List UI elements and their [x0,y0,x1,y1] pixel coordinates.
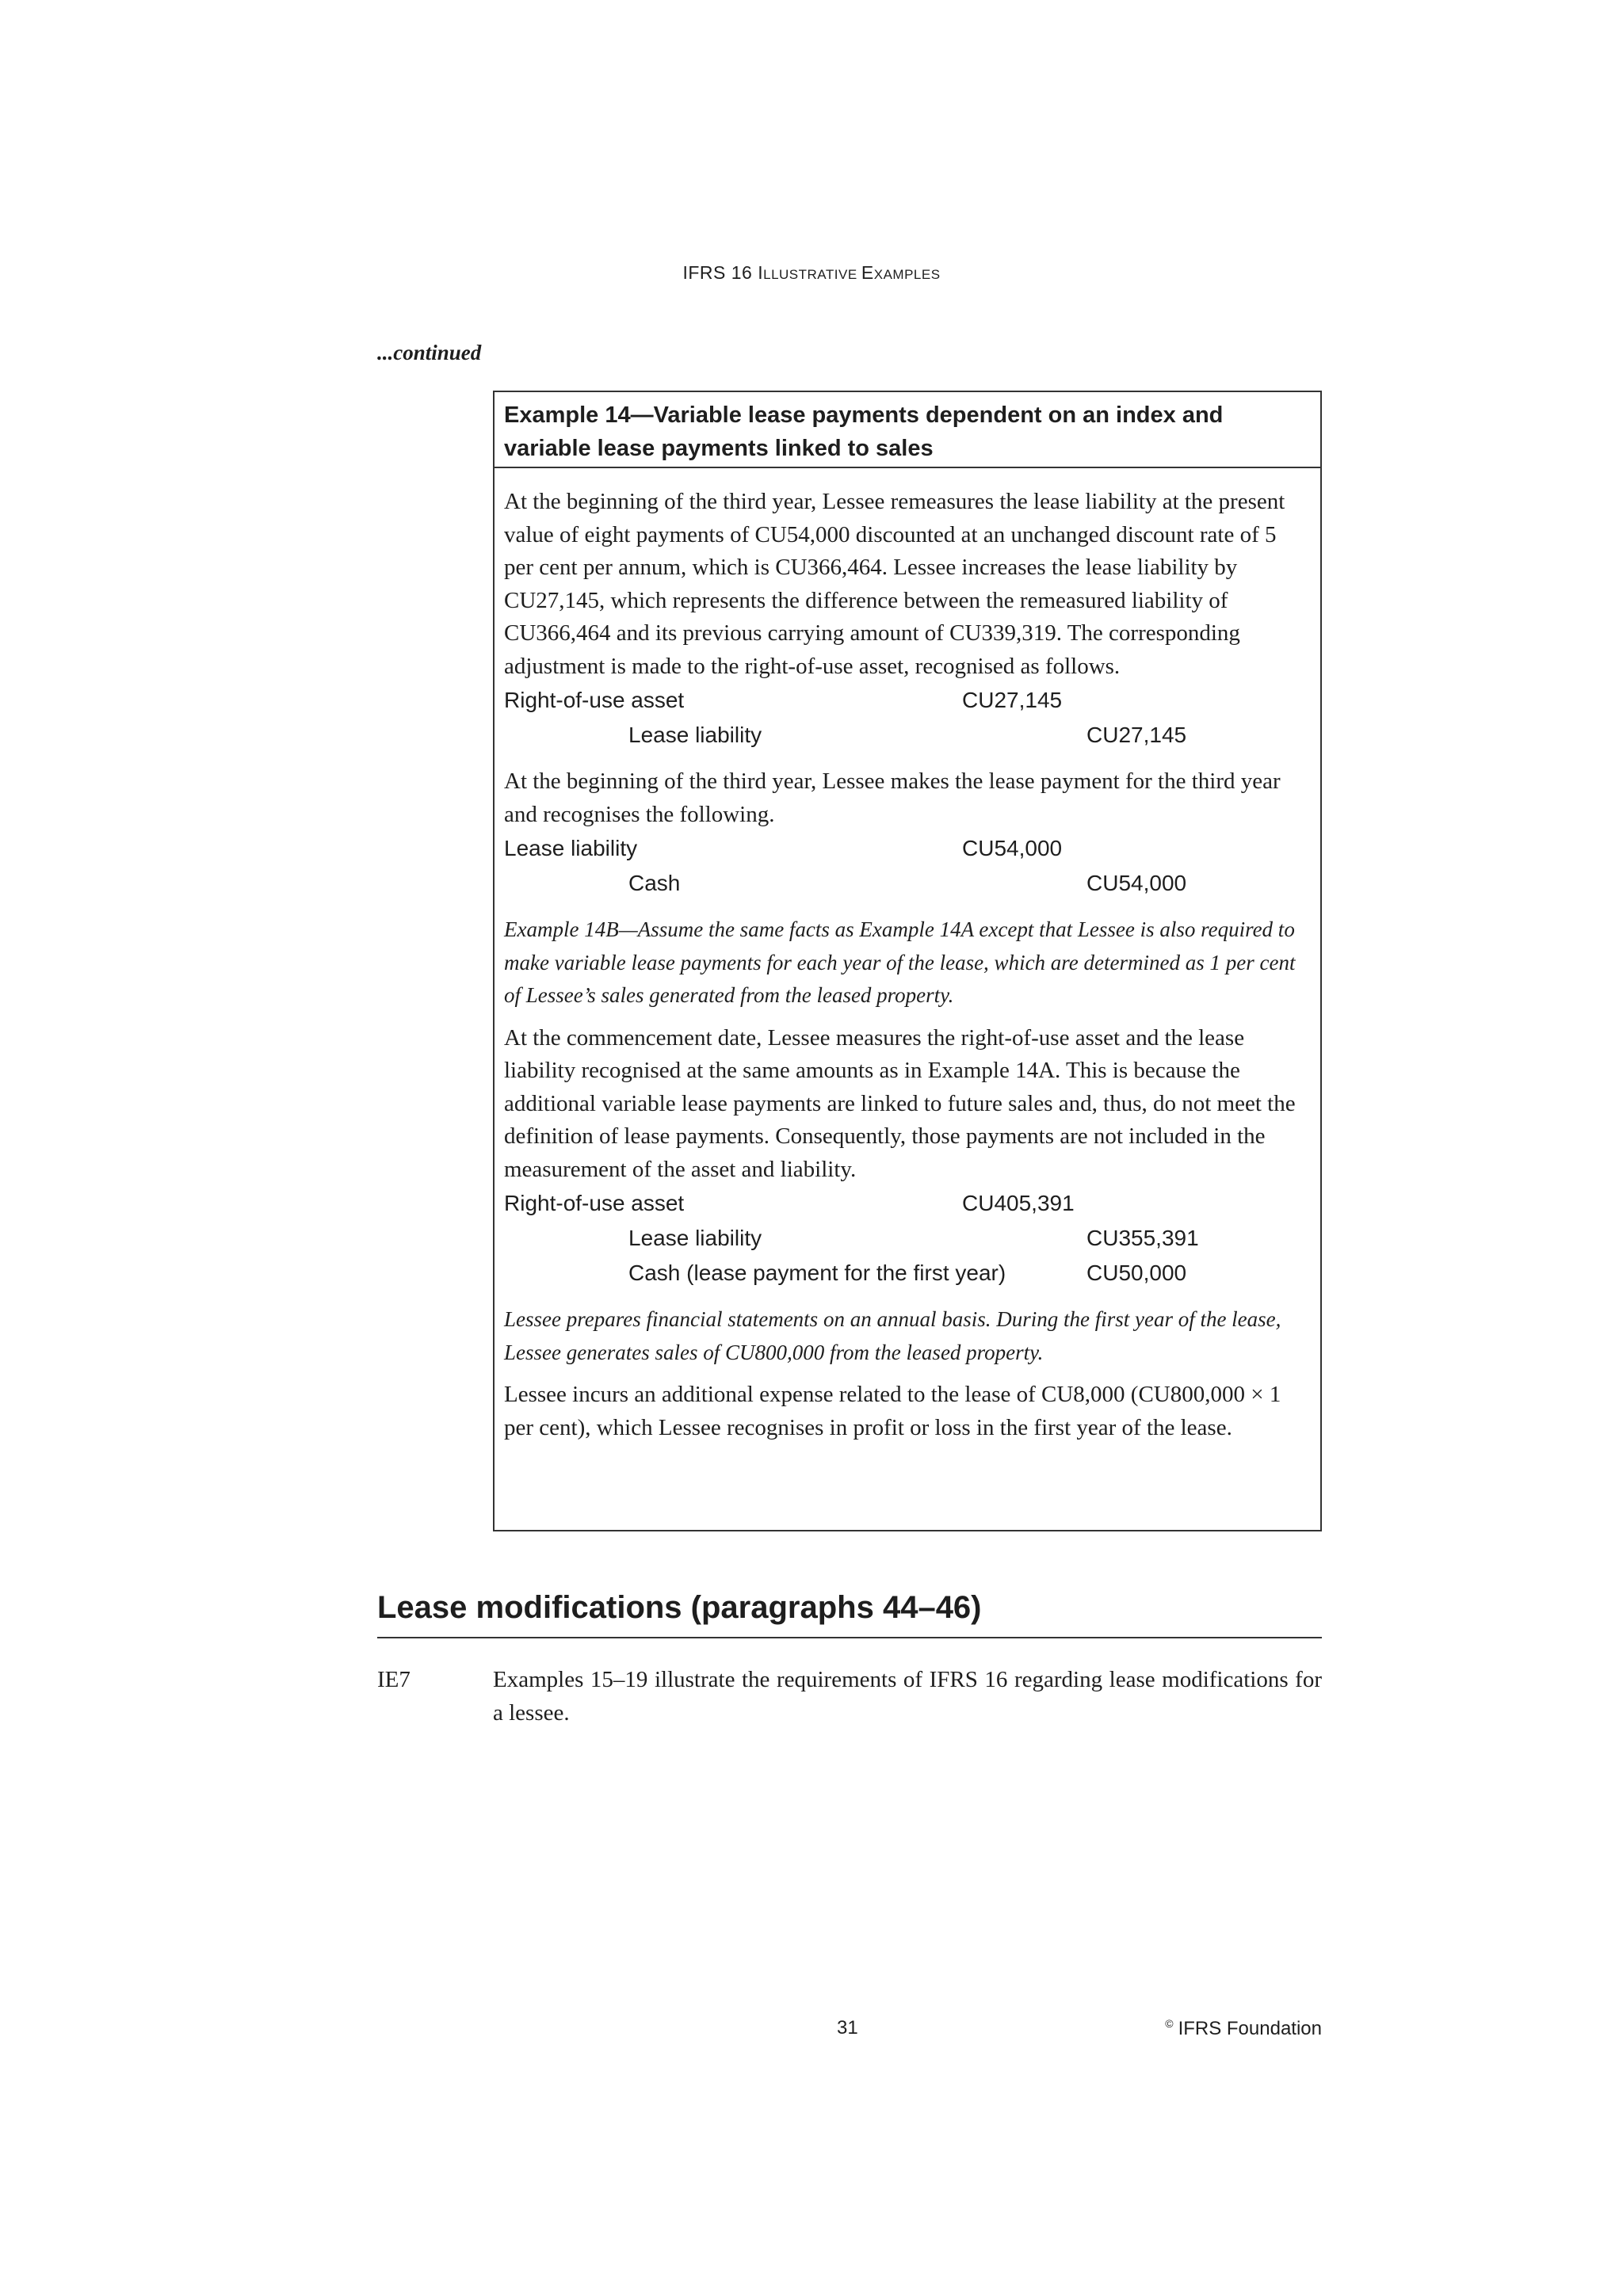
section-heading: Lease modifications (paragraphs 44–46) [377,1585,1322,1638]
example-title: Example 14—Variable lease payments dependent on an index and variable lease payments linked to sales [495,392,1320,468]
paragraph-commencement: At the commencement date, Lessee measures the right-of-use asset and the lease liability recognised at the same amounts as in Example 14A. This is because the additional variable lease payments are linked to future sales and, thus, do not meet the definition of lease payments. Consequently, those payments are not included in the measurement of the asset and liability. [504,1024,1296,1182]
note-annual-basis: Lessee prepares financial statements on an annual basis. During the first year of the lease, Lessee generates sales of CU800,000 from the leased property. [504,1307,1281,1364]
entry-credit-amount: CU27,145 [1086,723,1187,747]
paragraph-third-year-payment: At the beginning of the third year, Lessee makes the lease payment for the third year and recognises the following. [504,769,1281,827]
journal-entries-remeasurement [504,683,1311,753]
copyright-symbol: © [1165,2017,1174,2030]
entry-account: Right-of-use asset [504,1191,685,1215]
paragraph-additional-expense: Lessee incurs an additional expense related to the lease of CU8,000 (CU800,000 × 1 per cent), which Lessee recognises in profit or loss in the first year of the lease. [504,1382,1281,1440]
note-example-14b: Example 14B—Assume the same facts as Example 14A except that Lessee is also required to make variable lease payments for each year of the lease, which are determined as 1 per cent of Lessee’s sales generated from the leased property. [504,917,1296,1007]
entry-account: Right-of-use asset [504,688,685,712]
journal-entry-credit [504,718,1311,753]
entry-credit-amount: CU50,000 [1086,1261,1187,1285]
example-body [495,468,1320,1444]
journal-entries-third-year-payment [504,831,1311,901]
entry-account: Cash [628,871,681,895]
page-number: 31 [837,2017,858,2039]
entry-debit-amount: CU54,000 [962,836,1063,860]
entry-debit-amount: CU405,391 [962,1191,1075,1215]
journal-entries-commencement [504,1186,1311,1291]
journal-entry-credit [504,1256,1311,1291]
running-header [0,262,1623,284]
entry-debit-amount: CU27,145 [962,688,1063,712]
entry-credit-amount: CU54,000 [1086,871,1187,895]
header-prefix: IFRS 16 [682,262,758,283]
journal-entry-debit [504,1186,1311,1221]
header-smallcaps-examples: XAMPLES [873,267,941,282]
journal-entry-credit [504,1221,1311,1256]
journal-entry-debit [504,831,1311,866]
entry-account: Lease liability [504,836,638,860]
paragraph-ie7-text: Examples 15–19 illustrate the requirements of IFRS 16 regarding lease modifications for a lessee. [493,1667,1322,1726]
journal-entry-debit [504,683,1311,718]
header-smallcaps-illustrative: LLUSTRATIVE [763,267,861,282]
entry-account: Lease liability [628,723,762,747]
paragraph-remeasurement: At the beginning of the third year, Lessee remeasures the lease liability at the present value of eight payments of CU54,000 discounted at an unchanged discount rate of 5 per cent per annum, which is CU366,464. Lessee increases the lease liability by CU27,145, which represents the difference between the remeasured liability of CU366,464 and its previous carrying amount of CU339,319. The corresponding adjustment is made to the right-of-use asset, recognised as follows. [504,489,1285,679]
continued-label: ...continued [377,341,482,364]
entry-account: Cash (lease payment for the first year) [628,1261,1006,1285]
header-initial-examples: E [861,262,874,283]
copyright-notice [1165,2017,1322,2040]
journal-entry-credit [504,866,1311,901]
copyright-text: IFRS Foundation [1178,2018,1322,2039]
paragraph-reference: IE7 [377,1667,411,1692]
entry-account: Lease liability [628,1226,762,1250]
entry-credit-amount: CU355,391 [1086,1226,1199,1250]
header-initial-illustrative: I [758,262,764,283]
example-box [493,391,1322,1531]
